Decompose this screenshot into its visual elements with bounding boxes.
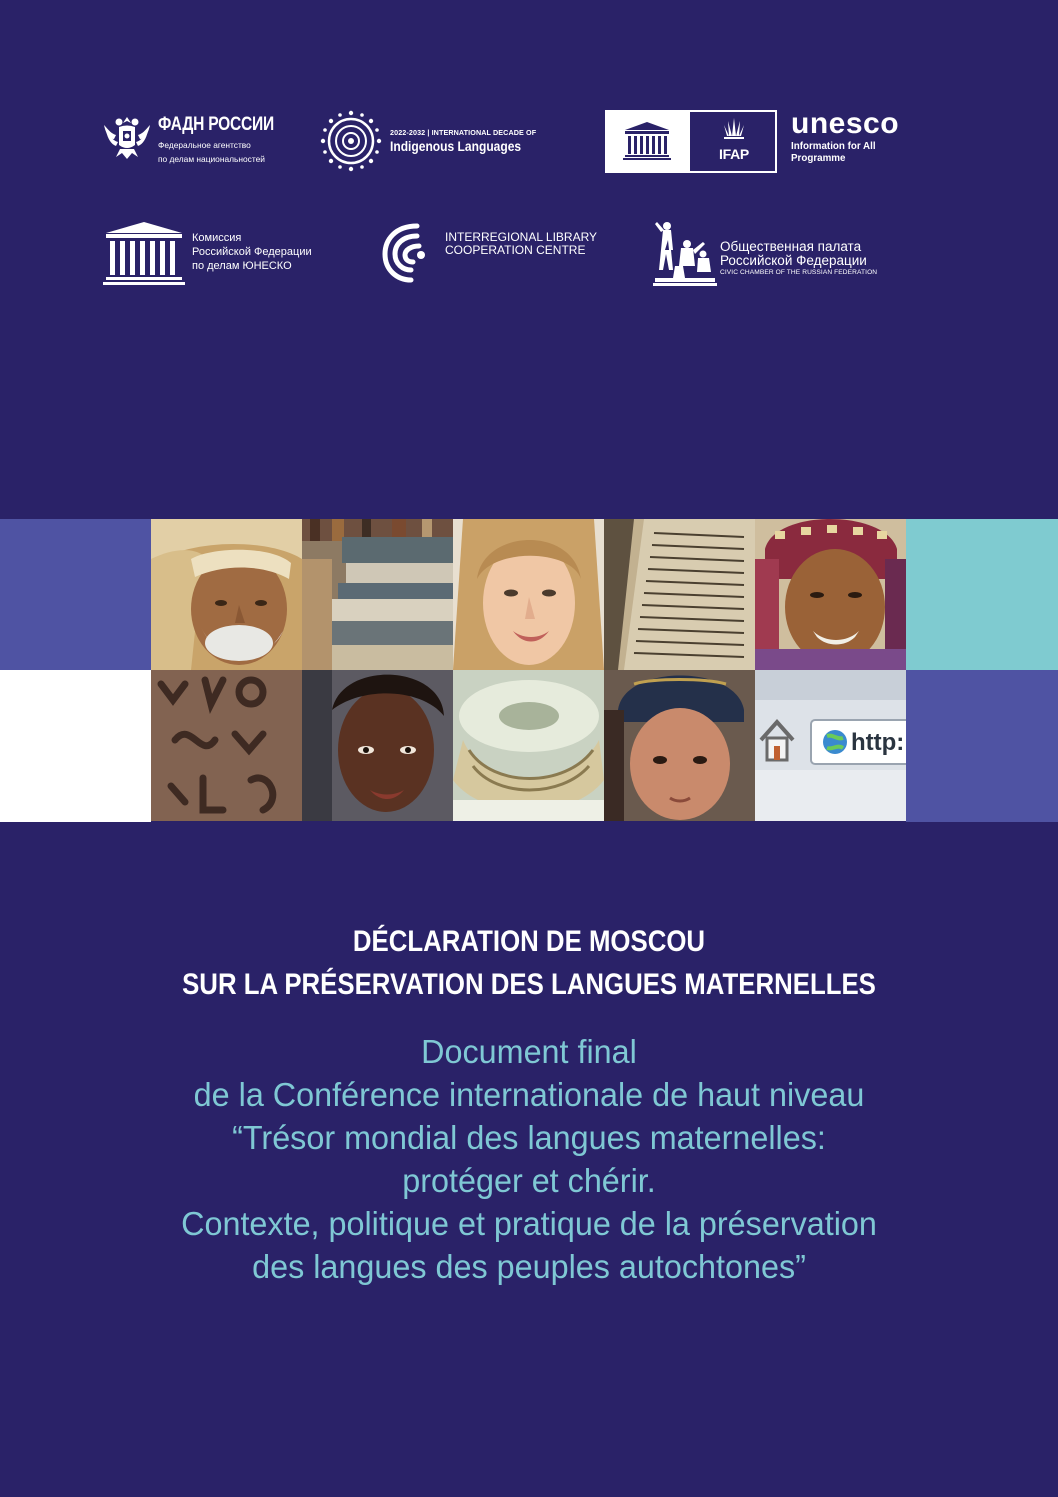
photo-man-andean-hat (755, 519, 906, 670)
ifap-label: IFAP (719, 146, 749, 162)
declaration-title (0, 920, 1058, 1006)
photo-stack-of-old-books (302, 519, 453, 670)
civic-chamber-logo (653, 220, 877, 286)
fadn-subtitle-line2: по делам национальностей (158, 154, 265, 164)
photo-smiling-woman (453, 519, 604, 670)
band-color-block-bottom-right (906, 670, 1058, 822)
unesco-commission-logo (102, 221, 312, 285)
subtitle-line-2: de la Conférence internationale de haut niveau (193, 1076, 865, 1113)
band-color-block-top-right (906, 519, 1058, 670)
ifap-programme-name: Information for All Programme (791, 140, 876, 164)
photo-browser-address-bar (755, 670, 906, 821)
decade-emblem-icon (320, 110, 382, 172)
civic-chamber-name-ru: Общественная палата Российской Федерации (720, 239, 867, 268)
double-eagle-icon (102, 111, 152, 161)
band-color-block-bottom-left (0, 670, 151, 822)
subtitle-line-1: Document final (421, 1033, 637, 1070)
unesco-wordmark: unesco (791, 106, 900, 140)
library-centre-text: INTERREGIONAL LIBRARY COOPERATION CENTRE (445, 230, 598, 257)
civic-chamber-name-en: CIVIC CHAMBER OF THE RUSSIAN FEDERATION (720, 269, 878, 276)
unesco-ifap-logo (605, 106, 900, 173)
title-line-2: SUR LA PRÉSERVATION DES LANGUES MATERNELLES (182, 968, 876, 1001)
indigenous-decade-logo (320, 110, 542, 172)
fadn-title: ФАДН РОССИИ (158, 114, 274, 135)
band-color-block-top-left (0, 519, 151, 670)
decade-main-line: Indigenous Languages (390, 138, 522, 154)
photo-child-in-cap (604, 670, 755, 821)
subtitle-line-3: “Trésor mondial des langues maternelles: (232, 1119, 826, 1156)
fadn-subtitle-line1: Федеральное агентство (158, 140, 251, 150)
ifap-flame-icon (693, 112, 775, 146)
subtitle-line-6: des langues des peuples autochtones” (252, 1248, 806, 1285)
document-subtitle (0, 1030, 1058, 1288)
library-swirl-icon (381, 222, 429, 284)
photo-young-woman (302, 670, 453, 821)
subtitle-line-5: Contexte, politique et pratique de la préservation (181, 1205, 877, 1242)
decade-top-line: 2022-2032 | INTERNATIONAL DECADE OF (390, 128, 537, 137)
photo-old-manuscript (604, 519, 755, 670)
library-centre-logo (381, 222, 597, 284)
unesco-temple-icon (102, 221, 186, 285)
title-line-1: DÉCLARATION DE MOSCOU (352, 925, 706, 958)
ifap-panel (693, 112, 775, 171)
photo-carved-stone-script (151, 670, 302, 821)
photo-film-reel (453, 670, 604, 821)
photo-elder-man-turban (151, 519, 302, 670)
browser-url-text: http: (851, 729, 905, 756)
fadn-logo (102, 108, 299, 164)
ifap-box (605, 110, 777, 173)
monument-statue-icon (653, 220, 717, 286)
subtitle-line-4: protéger et chérir. (402, 1162, 656, 1199)
unesco-temple-icon (605, 110, 689, 173)
unesco-commission-text: Комиссия Российской Федерации по делам ЮНЕСКО (192, 232, 312, 272)
